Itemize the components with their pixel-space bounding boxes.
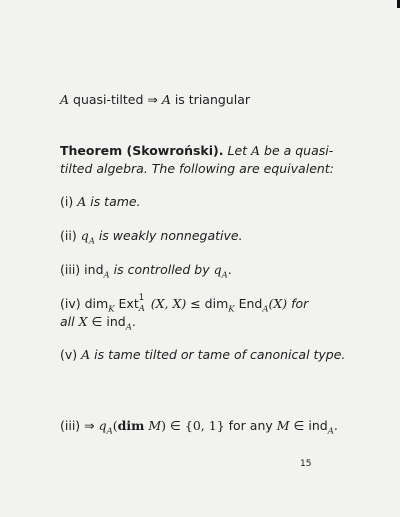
item-label: (iv) [60, 296, 81, 311]
period: . [333, 418, 338, 433]
item-text: for [291, 296, 309, 311]
theorem-let: Let [223, 143, 252, 158]
algebra-symbol: A [251, 143, 261, 158]
theorem-line-2: tilted algebra. The following are equivalent: [60, 161, 334, 176]
subscript: A [103, 270, 110, 281]
dim-vector: dim [117, 418, 145, 433]
item-iii [60, 262, 232, 281]
module-symbol: X [78, 314, 88, 329]
subscript: A [88, 236, 95, 247]
heading-tail: is triangular [170, 92, 251, 107]
algebra-symbol: A [161, 92, 171, 107]
item-text: is weakly nonnegative. [94, 228, 243, 243]
element-of-symbol: ∈ [87, 314, 107, 329]
theorem-line-1 [60, 143, 333, 159]
subscript: K [108, 304, 115, 315]
element-of-symbol: ∈ [289, 418, 309, 433]
dim-operator: dim [204, 296, 229, 311]
heading-statement [60, 92, 250, 108]
subscript: A [138, 304, 145, 314]
module-symbol: M [144, 418, 162, 433]
ind-operator: ind [106, 314, 126, 329]
heading-middle: quasi-tilted ⇒ [69, 92, 162, 107]
item-text: is tame tilted or tame of canonical type. [90, 347, 346, 362]
item-v [60, 347, 345, 363]
item-label: (i) [60, 194, 74, 209]
leq-symbol: ≤ [186, 296, 205, 311]
algebra-symbol: A [81, 347, 91, 362]
ind-operator: ind [84, 262, 104, 277]
ext-arguments: (X, X) [150, 296, 187, 311]
end-operator: End [234, 296, 263, 311]
algebra-symbol: A [60, 92, 70, 107]
item-iv-line-2 [60, 314, 136, 333]
theorem-line1-tail: be a quasi- [260, 143, 334, 158]
theorem-title: Theorem (Skowroński). [60, 143, 224, 158]
subscript: A [327, 426, 334, 437]
item-text: is controlled by [109, 262, 214, 277]
ext-operator: Ext [114, 296, 139, 311]
superscript: 1 [138, 293, 145, 303]
page-number: 15 [300, 459, 312, 469]
item-i [60, 194, 141, 210]
ind-operator: ind [308, 418, 328, 433]
quadratic-form: q [80, 228, 89, 243]
module-symbol: M [276, 418, 290, 433]
subscript: K [228, 304, 235, 315]
open-paren: ( [112, 418, 118, 433]
item-text: all [60, 314, 79, 329]
period: . [131, 314, 136, 329]
quadratic-form: q [98, 418, 107, 433]
dim-operator: dim [84, 296, 109, 311]
consequence-label: (iii) [60, 418, 81, 433]
item-label: (ii) [60, 228, 77, 243]
item-iv-line-1 [60, 293, 309, 315]
item-text: is tame. [86, 194, 141, 209]
value-set: {0, 1} [184, 418, 225, 433]
subscript: A [106, 426, 113, 437]
consequence-statement [60, 418, 338, 437]
subscript: A [262, 304, 269, 315]
item-label: (iii) [60, 262, 81, 277]
element-of-symbol: ∈ [166, 418, 185, 433]
ext-indices [138, 293, 151, 314]
subscript: A [221, 270, 228, 281]
quadratic-form: q [213, 262, 222, 277]
item-ii [60, 228, 243, 247]
subscript: A [125, 322, 132, 333]
close-paren: ) [161, 418, 167, 433]
item-label: (v) [60, 347, 78, 362]
period: . [227, 262, 232, 277]
implies-arrow: ⇒ [80, 418, 99, 433]
end-argument: (X) [268, 296, 288, 311]
for-any-text: for any [224, 418, 277, 433]
algebra-symbol: A [77, 194, 87, 209]
